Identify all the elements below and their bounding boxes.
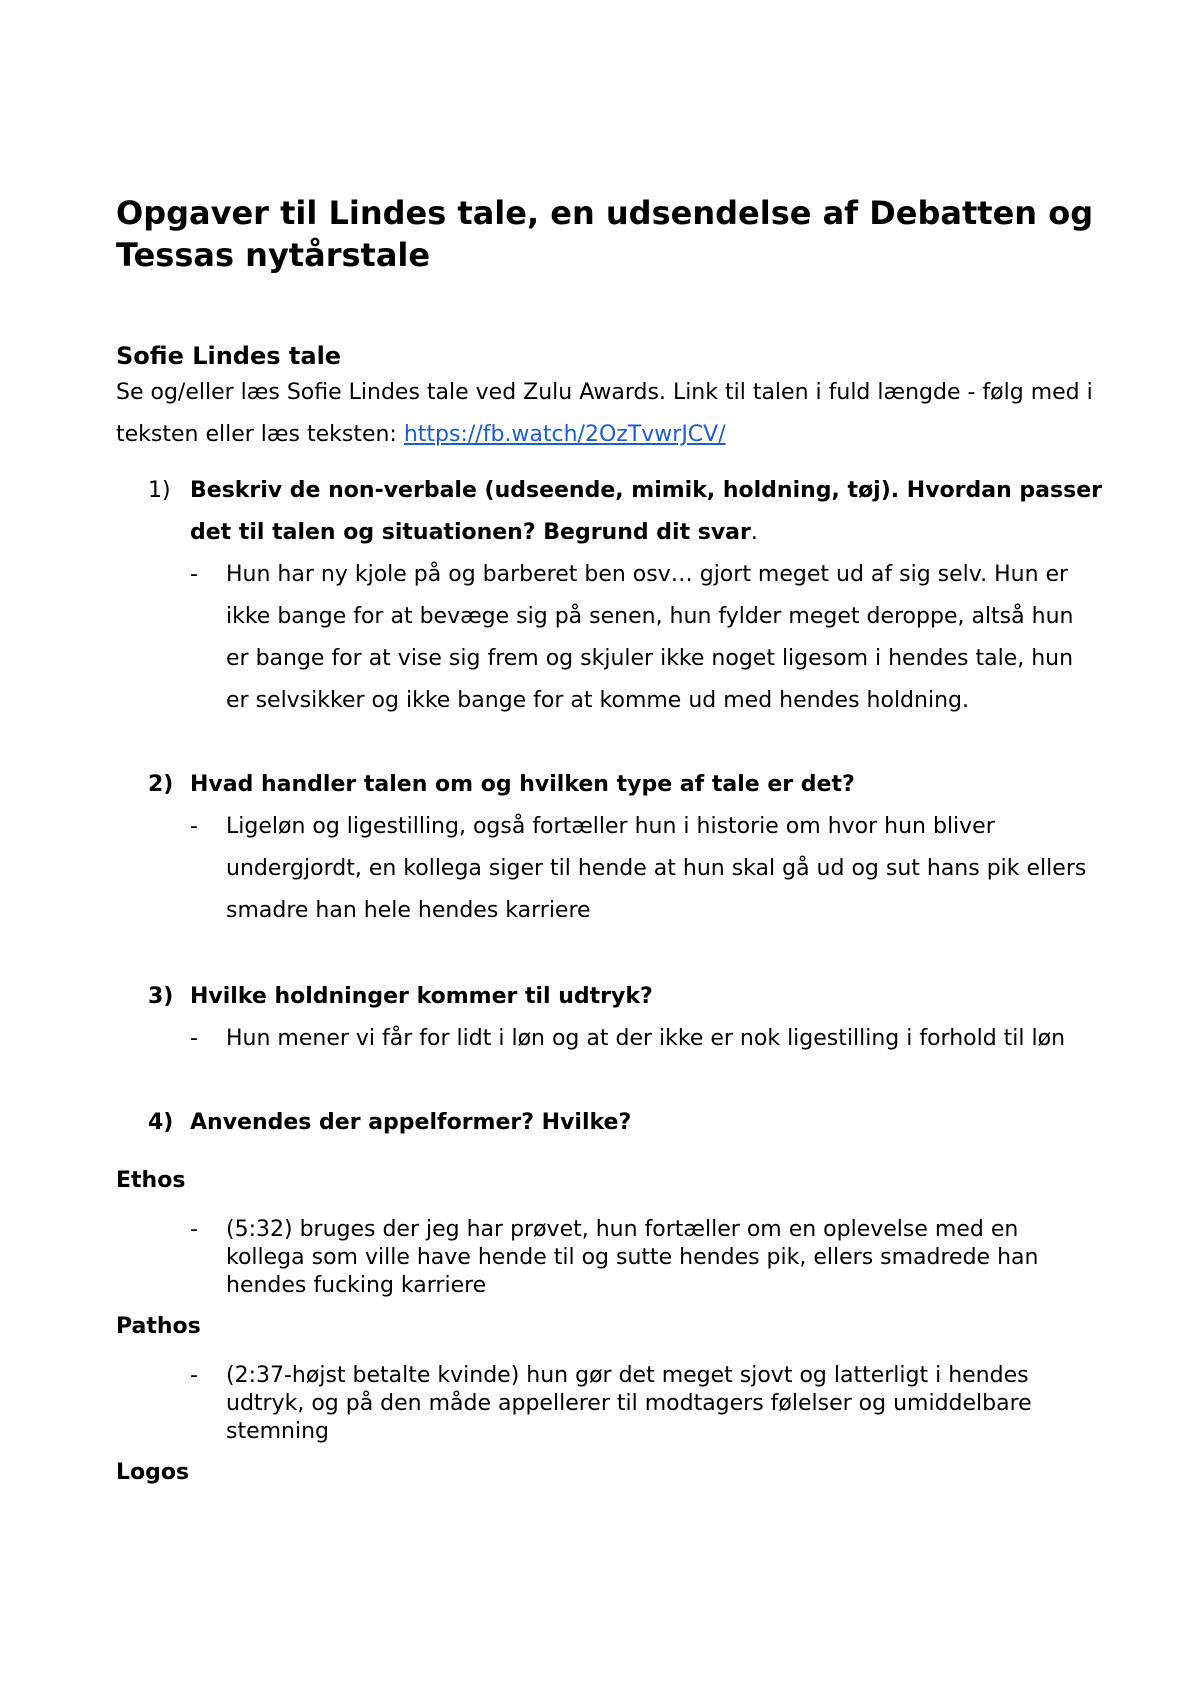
question-number: 3) [148,984,174,1009]
appeal-heading-logos: Logos [116,1460,190,1485]
question-2 [148,764,1108,806]
question-text-bold: Beskriv de non-verbale (udseende, mimik, holdning, tøj). Hvordan passer det til talen og situationen? Begrund dit svar [190,478,1102,545]
question-3 [148,976,1108,1018]
question-text: Anvendes der appelformer? Hvilke? [190,1110,632,1135]
question-text [190,470,1108,554]
appeal-pathos-text [190,1362,1090,1446]
question-1 [148,470,1108,554]
question-text: Hvad handler talen om og hvilken type af tale er det? [190,772,855,797]
appeal-heading-pathos: Pathos [116,1314,201,1339]
document-title: Opgaver til Lindes tale, en udsendelse af Debatten og Tessas nytårstale [116,194,1094,274]
question-text-tail: . [750,520,758,545]
dash-bullet: - [190,562,198,587]
question-4 [148,1102,1108,1144]
answer-text: Ligeløn og ligestilling, også fortæller hun i historie om hvor hun bliver undergjordt, en kollega siger til hende at hun skal gå ud og sut hans pik ellers smadre han hele hendes karriere [226,814,1087,923]
dash-bullet: - [190,1363,198,1388]
question-number: 4) [148,1110,174,1135]
appeal-text: (2:37-højst betalte kvinde) hun gør det meget sjovt og latterligt i hendes udtryk, og på den måde appellerer til modtagers følelser og umiddelbare stemning [226,1363,1032,1444]
intro-paragraph [116,372,1096,456]
dash-bullet: - [190,1217,198,1242]
speech-link[interactable]: https://fb.watch/2OzTvwrJCV/ [403,422,726,447]
dash-bullet: - [190,814,198,839]
answer-1 [190,554,1090,722]
appeal-ethos-text [190,1216,1090,1300]
appeal-heading-ethos: Ethos [116,1168,186,1193]
answer-2 [190,806,1090,932]
dash-bullet: - [190,1026,198,1051]
question-text: Hvilke holdninger kommer til udtryk? [190,984,653,1009]
answer-text: Hun har ny kjole på og barberet ben osv… gjort meget ud af sig selv. Hun er ikke bange for at bevæge sig på senen, hun fylder meget deroppe, altså hun er bange for at vise sig frem og skjuler ikke noget ligesom i hendes tale, hun er selvsikker og ikke bange for at komme ud med hendes holdning. [226,562,1074,713]
question-number: 2) [148,772,174,797]
answer-text: Hun mener vi får for lidt i løn og at der ikke er nok ligestilling i forhold til løn [226,1026,1066,1051]
answer-3 [190,1018,1090,1060]
question-number: 1) [148,478,171,503]
section-heading: Sofie Lindes tale [116,342,342,370]
intro-text: Se og/eller læs Sofie Lindes tale ved Zulu Awards. Link til talen i fuld længde - følg med i teksten eller læs teksten: [116,380,1093,447]
appeal-text: (5:32) bruges der jeg har prøvet, hun fortæller om en oplevelse med en kollega som ville have hende til og sutte hendes pik, ellers smadrede han hendes fucking karriere [226,1217,1039,1298]
